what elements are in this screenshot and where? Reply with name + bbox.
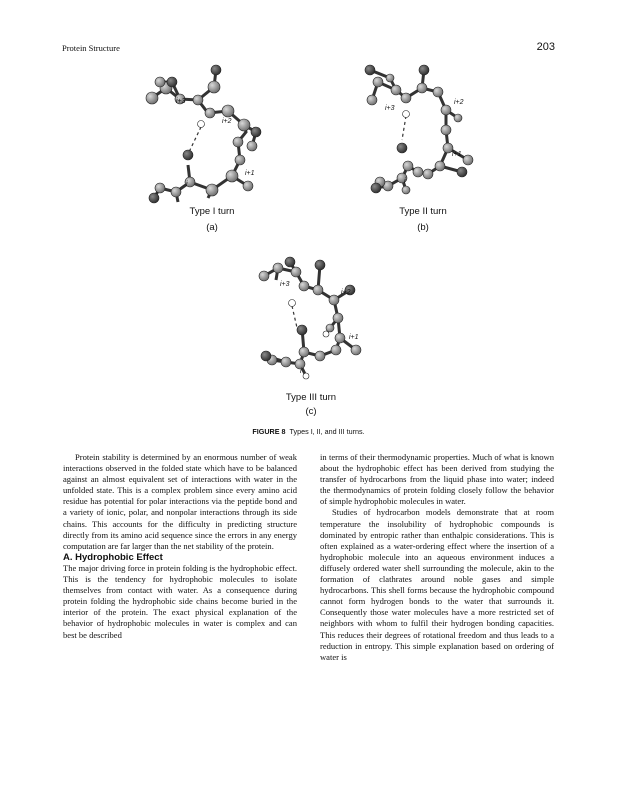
panel-a-label-i2: i+2 xyxy=(222,118,232,125)
panel-a-title: Type I turn xyxy=(189,206,235,217)
panel-a-sublabel: (a) xyxy=(206,222,218,233)
panel-b-label-i3: i+3 xyxy=(385,105,395,112)
figure-caption-label: FIGURE 8 xyxy=(252,427,286,436)
figure-caption xyxy=(0,427,617,436)
panel-b-atoms xyxy=(365,65,473,194)
panel-b-label-i1: i+1 xyxy=(452,151,462,158)
panel-b-label-i2: i+2 xyxy=(454,99,464,106)
panel-c-label-i: i xyxy=(300,368,302,375)
panel-a-label-i3: i+3 xyxy=(176,98,186,105)
page-number: 203 xyxy=(536,41,555,53)
running-title: Protein Structure xyxy=(62,43,120,53)
panel-c-atoms xyxy=(259,257,361,379)
right-paragraph-2: Studies of hydrocarbon models demonstrate that at room temperature the insolubility of hydrophobic compounds is dominated by entropic rather than enthalpic considerations. This is often explained as a water-ordering effect where the insertion of a hydrophobic molecule into an aqueous environment induces a diffusely ordered water shell surrounding the molecule, akin to the formation of clathrates around noble gases and simple hydrocarbons. This shell forms because the hydrophobic compound cannot form hydrogen bonds to the water that surrounds it. Consequently those water molecules have a more restricted set of neighbors with whom to fulfil their hydrogen bonding capacities. This reduces their degrees of rotational freedom and thus leads to a reduction in entropy. This simple explanation based on ordering of water is xyxy=(320,507,554,662)
panel-c-label-i1: i+1 xyxy=(349,334,359,341)
left-column xyxy=(63,452,297,641)
panel-c-title: Type III turn xyxy=(285,392,337,403)
figure-caption-text: Types I, II, and III turns. xyxy=(289,427,365,436)
right-column xyxy=(320,452,554,663)
panel-a-label-i: i xyxy=(186,181,188,188)
panel-c-label-i2: i+2 xyxy=(341,289,351,296)
panel-a-label-i1: i+1 xyxy=(245,170,255,177)
panel-c-label-i3: i+3 xyxy=(280,281,290,288)
panel-b-sublabel: (b) xyxy=(417,222,429,233)
section-heading: A. Hydrophobic Effect xyxy=(63,551,163,563)
panel-b-title: Type II turn xyxy=(399,206,447,217)
panel-c-sublabel: (c) xyxy=(305,406,317,417)
panel-b-label-i: i xyxy=(404,178,406,185)
left-paragraph-2: The major driving force in protein folding is the hydrophobic effect. This is the tendency for hydrophobic molecules to isolate themselves from contact with water. As a consequence during protein folding the hydrophobic side chains become buried in the interior of the protein. The exact physical explanation of the behavior of hydrophobic molecules in water is complex and can best be described xyxy=(63,562,297,640)
left-paragraph-1: Protein stability is determined by an enormous number of weak interactions observed in the folded state which have to be balanced against an almost equivalent set of interactions with water in the unfolded state. This is a complex problem since every amino acid residue has potential for polar interactions via the peptide bond and a variety of ionic, polar, and nonpolar interactions through its side chains. This accounts for the difficulty in predicting structure directly from its amino acid sequence since the errors in any energy computation are far larger than the net stability of the protein. xyxy=(63,452,297,551)
right-paragraph-1: in terms of their thermodynamic properties. Much of what is known about the hydrophobic effect has been derived from studying the transfer of hydrocarbons from the liquid phase into water; indeed the thermodynamics of protein folding closely follow the behavior of simple hydrophobic molecules in water. xyxy=(320,452,554,507)
